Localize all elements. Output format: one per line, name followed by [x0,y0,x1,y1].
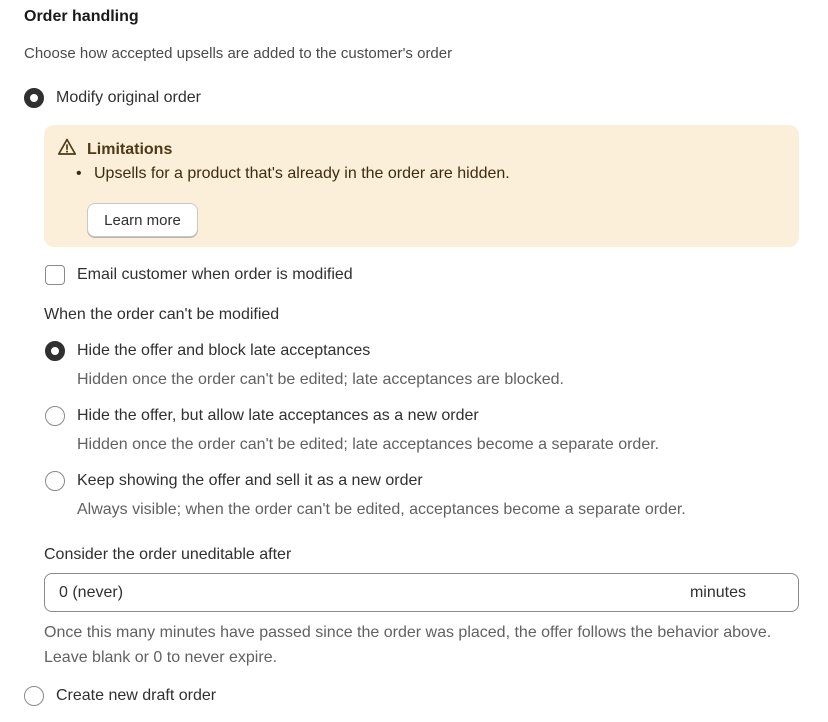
section-title: Order handling [24,8,139,25]
radio-label: Modify original order [56,89,201,106]
radio-help-text: Always visible; when the order can't be edited, acceptances become a separate order. [77,501,686,518]
banner-title: Limitations [87,140,173,158]
radio-help-text: Hidden once the order can't be edited; late acceptances are blocked. [77,371,564,388]
radio-keep-showing-new-order[interactable] [45,471,423,491]
radio-button[interactable] [45,471,65,491]
section-subtitle: Choose how accepted upsells are added to the customer's order [24,45,453,62]
radio-button[interactable] [45,406,65,426]
radio-help-text: Hidden once the order can't be edited; late acceptances become a separate order. [77,436,660,453]
radio-label: Create new draft order [56,687,217,704]
email-customer-checkbox[interactable] [45,265,65,285]
banner-heading [57,137,172,162]
email-customer-checkbox-label: Email customer when order is modified [77,266,353,283]
input-suffix-minutes: minutes [689,583,746,601]
uneditable-after-input[interactable] [59,584,659,602]
unmodifiable-heading: When the order can't be modified [44,306,280,323]
uneditable-after-label: Consider the order uneditable after [44,546,292,563]
radio-label: Keep showing the offer and sell it as a new order [77,472,423,489]
radio-hide-and-block[interactable] [45,341,370,361]
email-customer-checkbox-row[interactable] [45,265,353,285]
warning-triangle-icon [57,137,77,162]
uneditable-after-field[interactable] [44,573,799,612]
banner-bullet-item: • Upsells for a product that's already in the order are hidden. [94,165,510,183]
uneditable-after-help: Once this many minutes have passed since the order was placed, the offer follows the behavior above. Leave blank or 0 to never expire. [44,624,772,666]
radio-button[interactable] [24,686,44,706]
radio-label: Hide the offer, but allow late acceptances as a new order [77,407,479,424]
limitations-banner [44,125,799,247]
radio-hide-allow-new-order[interactable] [45,406,479,426]
radio-button-selected[interactable] [45,341,65,361]
radio-label: Hide the offer and block late acceptances [77,342,371,359]
learn-more-button[interactable]: Learn more [87,203,198,237]
radio-modify-original-order[interactable] [24,88,201,108]
radio-create-new-draft-order[interactable] [24,686,216,706]
radio-button-selected[interactable] [24,88,44,108]
